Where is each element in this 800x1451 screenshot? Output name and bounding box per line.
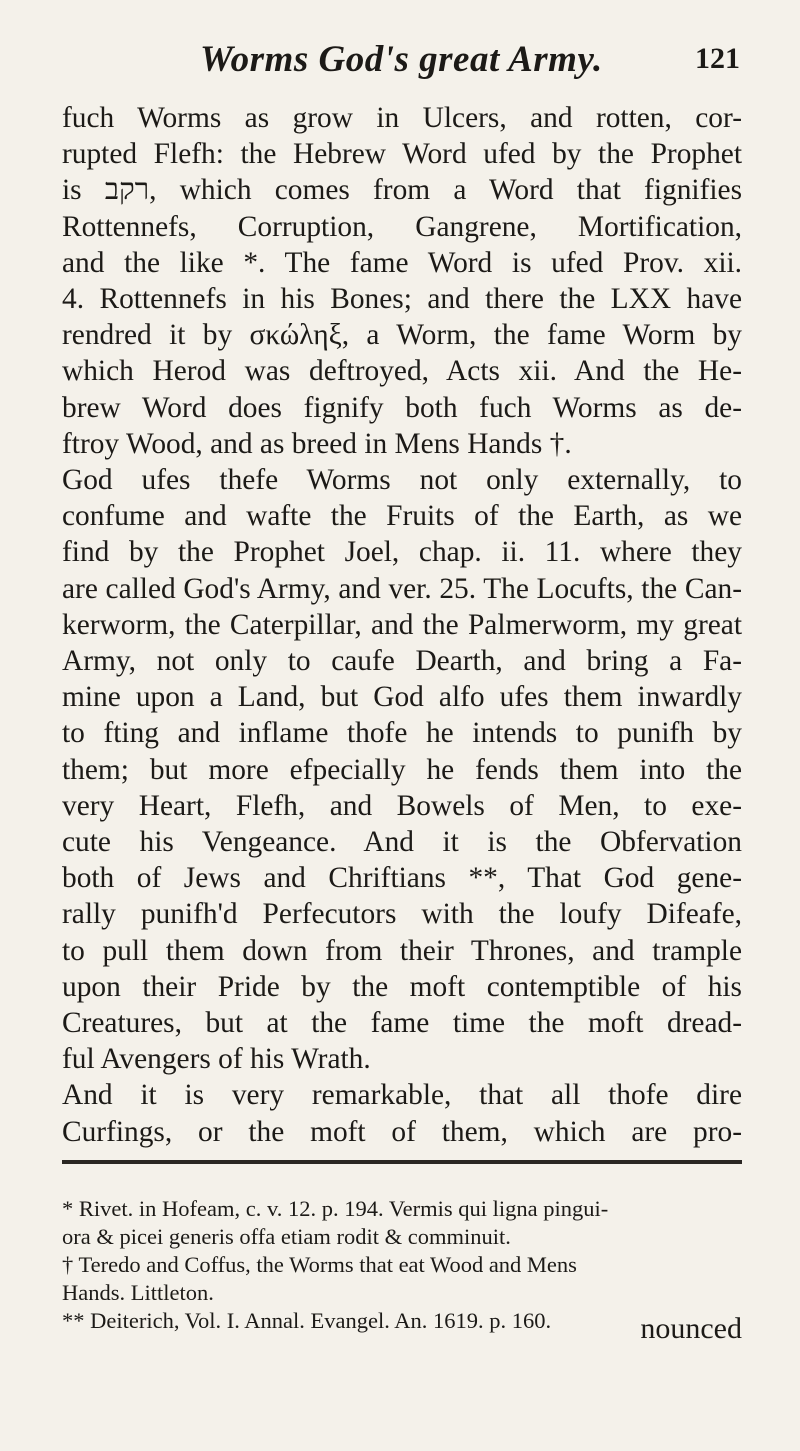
text-line: is רקב, which comes from a Word that fignifies xyxy=(62,174,743,207)
footnote-line: ** Deiterich, Vol. I. Annal. Evangel. An. 1619. p. 160. xyxy=(62,1308,552,1333)
text-line: Army, not only to caufe Dearth, and bring a Fa- xyxy=(62,645,742,678)
page-number: 121 xyxy=(695,42,740,75)
text-line: both of Jews and Chriftians **, That God gene- xyxy=(62,862,742,895)
footnote-divider xyxy=(62,1160,742,1164)
text-line: cute his Vengeance. And it is the Obfervation xyxy=(62,826,742,859)
text-line: God ufes thefe Worms not only externally, to xyxy=(62,464,742,497)
catchword: nounced xyxy=(640,1312,742,1345)
text-line: very Heart, Flefh, and Bowels of Men, to exe- xyxy=(62,789,742,822)
text-line: 4. Rottennefs in his Bones; and there the LXX have xyxy=(62,283,742,316)
footnote-line: ora & picei generis offa etiam rodit & comminuit. xyxy=(62,1224,511,1249)
footnote-line: * Rivet. in Hofeam, c. v. 12. p. 194. Vermis qui ligna pingui- xyxy=(62,1196,609,1221)
text-line: to fting and inflame thofe he intends to punifh by xyxy=(62,717,742,750)
text-line: to pull them down from their Thrones, and trample xyxy=(62,934,742,967)
text-line: upon their Pride by the moft contemptible of his xyxy=(62,970,742,1003)
text-line: and the like *. The fame Word is ufed Prov. xii. xyxy=(62,246,742,279)
text-line: them; but more efpecially he fends them into the xyxy=(62,753,742,786)
text-line: Creatures, but at the fame time the moft dread- xyxy=(62,1007,742,1040)
text-line: mine upon a Land, but God alfo ufes them inwardly xyxy=(62,681,742,714)
text-line: And it is very remarkable, that all thofe dire xyxy=(62,1079,742,1112)
text-line: ful Avengers of his Wrath. xyxy=(62,1043,371,1076)
text-line: kerworm, the Caterpillar, and the Palmerworm, my great xyxy=(62,608,742,641)
footnote-line: † Teredo and Coffus, the Worms that eat Wood and Mens xyxy=(62,1252,577,1277)
text-line: find by the Prophet Joel, chap. ii. 11. where they xyxy=(62,536,742,569)
text-line: ftroy Wood, and as breed in Mens Hands †. xyxy=(62,427,572,460)
footnote-line: Hands. Littleton. xyxy=(62,1280,214,1305)
running-title: Worms God's great Army. xyxy=(200,39,603,80)
body-text xyxy=(62,100,742,1150)
page-header xyxy=(0,38,800,88)
text-line: rupted Flefh: the Hebrew Word ufed by the Prophet xyxy=(62,138,742,171)
text-line: rally punifh'd Perfecutors with the loufy Difeafe, xyxy=(62,898,742,931)
text-line: are called God's Army, and ver. 25. The Locufts, the Can- xyxy=(62,572,742,605)
text-line: confume and wafte the Fruits of the Earth, as we xyxy=(62,500,742,533)
text-line: Curfings, or the moft of them, which are pro- xyxy=(62,1115,742,1148)
text-line: brew Word does fignify both fuch Worms as de- xyxy=(62,391,742,424)
text-line: fuch Worms as grow in Ulcers, and rotten, cor- xyxy=(62,102,742,134)
text-line: Rottennefs, Corruption, Gangrene, Mortification, xyxy=(62,210,742,243)
text-line: which Herod was deftroyed, Acts xii. And the He- xyxy=(62,355,742,388)
text-line: rendred it by σκώληξ, a Worm, the fame Worm by xyxy=(62,319,742,352)
